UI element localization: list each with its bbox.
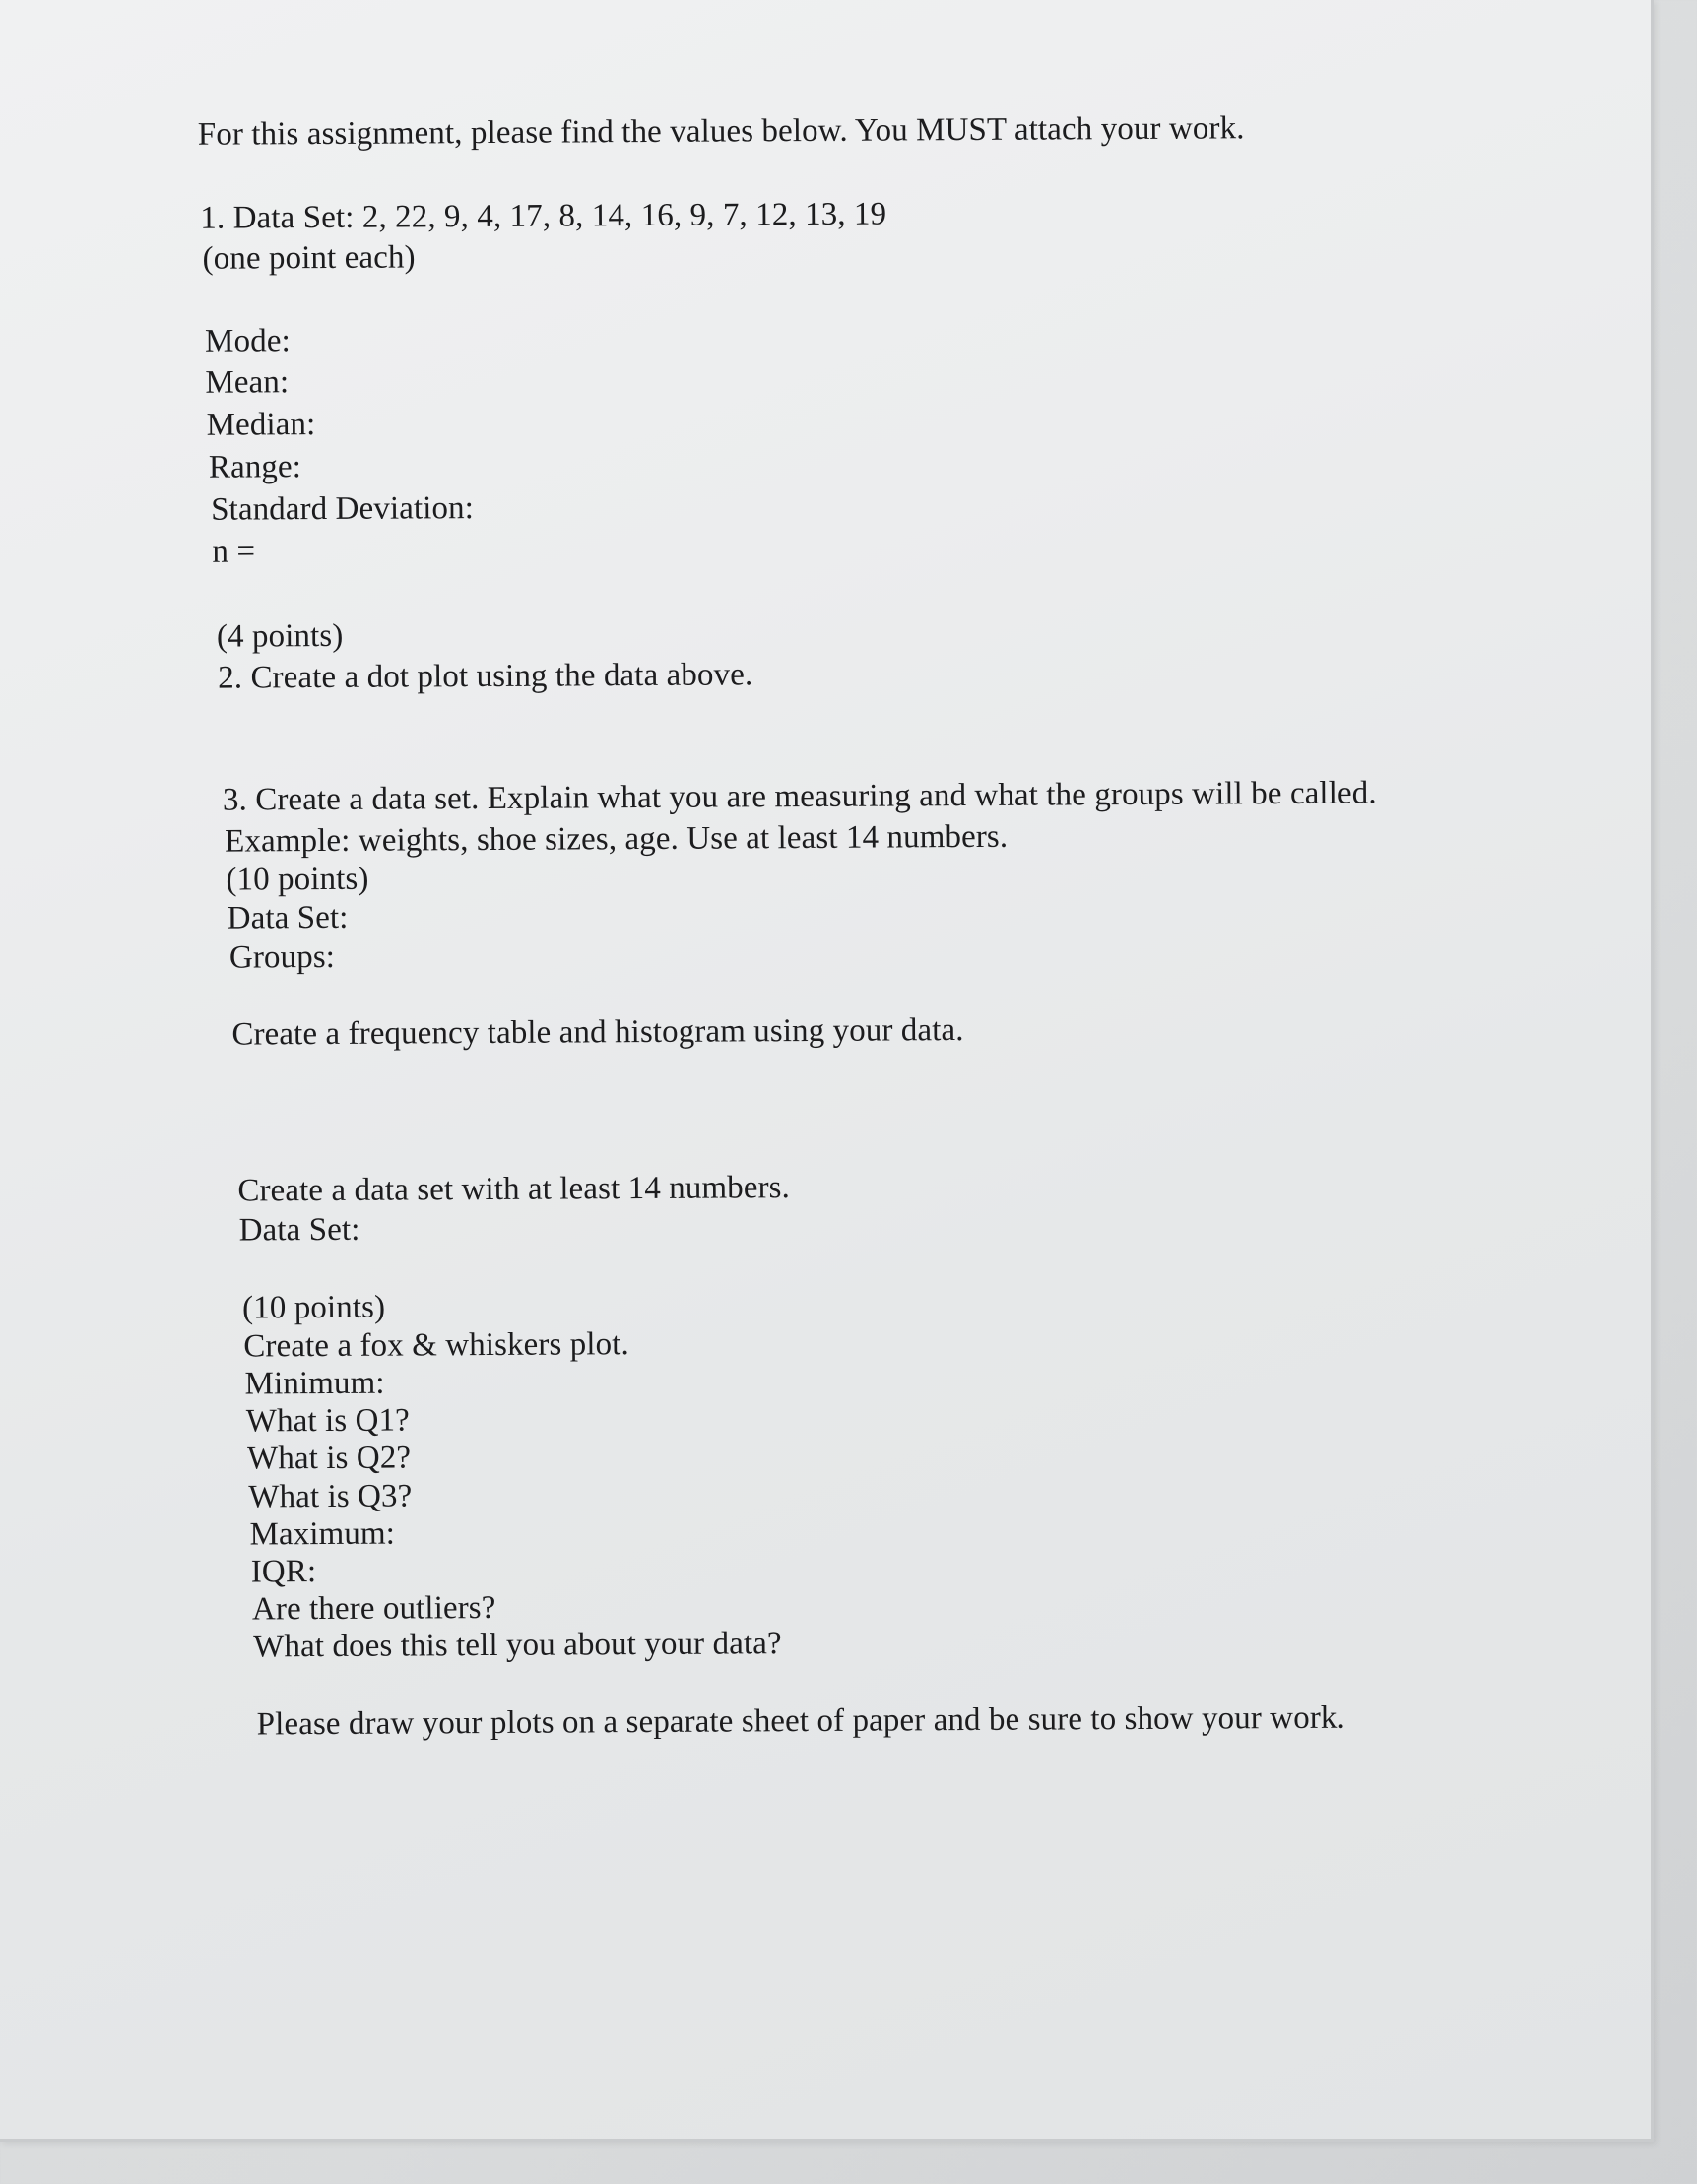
q3-data-set-label: Data Set: — [227, 899, 349, 936]
instructions: For this assignment, please find the values below. You MUST attach your work. — [197, 110, 1245, 153]
q3-quartile-label: What is Q3? — [248, 1478, 413, 1515]
q2-quartile-label: What is Q2? — [246, 1440, 412, 1477]
q2-prompt: 2. Create a dot plot using the data above. — [218, 657, 753, 696]
maximum-label: Maximum: — [249, 1515, 396, 1553]
q1-quartile-label: What is Q1? — [245, 1402, 410, 1440]
q4-plot-prompt: Create a fox & whiskers plot. — [243, 1326, 629, 1365]
q3-groups-label: Groups: — [228, 938, 336, 976]
q4-data-set-label: Data Set: — [238, 1211, 360, 1249]
footer-note: Please draw your plots on a separate sheet of paper and be sure to show your work. — [256, 1700, 1345, 1743]
q4-prompt: Create a data set with at least 14 numbers. — [237, 1170, 791, 1209]
q3-example: Example: weights, shoe sizes, age. Use at least 14 numbers. — [225, 818, 1009, 860]
mode-label: Mode: — [205, 323, 291, 359]
minimum-label: Minimum: — [244, 1365, 385, 1402]
outliers-label: Are there outliers? — [251, 1589, 496, 1628]
n-label: n = — [212, 534, 256, 570]
range-label: Range: — [208, 449, 302, 485]
q3-table-prompt: Create a frequency table and histogram using your data. — [231, 1012, 964, 1053]
std-dev-label: Standard Deviation: — [211, 490, 475, 528]
interpretation-label: What does this tell you about your data? — [253, 1626, 782, 1665]
iqr-label: IQR: — [250, 1554, 317, 1590]
q1-points: (one point each) — [202, 239, 416, 277]
q2-points: (4 points) — [216, 617, 344, 655]
q1-data-set: 1. Data Set: 2, 22, 9, 4, 17, 8, 14, 16, 9, 7, 12, 13, 19 — [200, 196, 887, 236]
q3-prompt: 3. Create a data set. Explain what you are measuring and what the groups will be called. — [222, 775, 1377, 818]
mean-label: Mean: — [205, 364, 290, 401]
q4-points: (10 points) — [242, 1289, 386, 1326]
median-label: Median: — [206, 407, 316, 443]
q3-points: (10 points) — [226, 861, 369, 898]
